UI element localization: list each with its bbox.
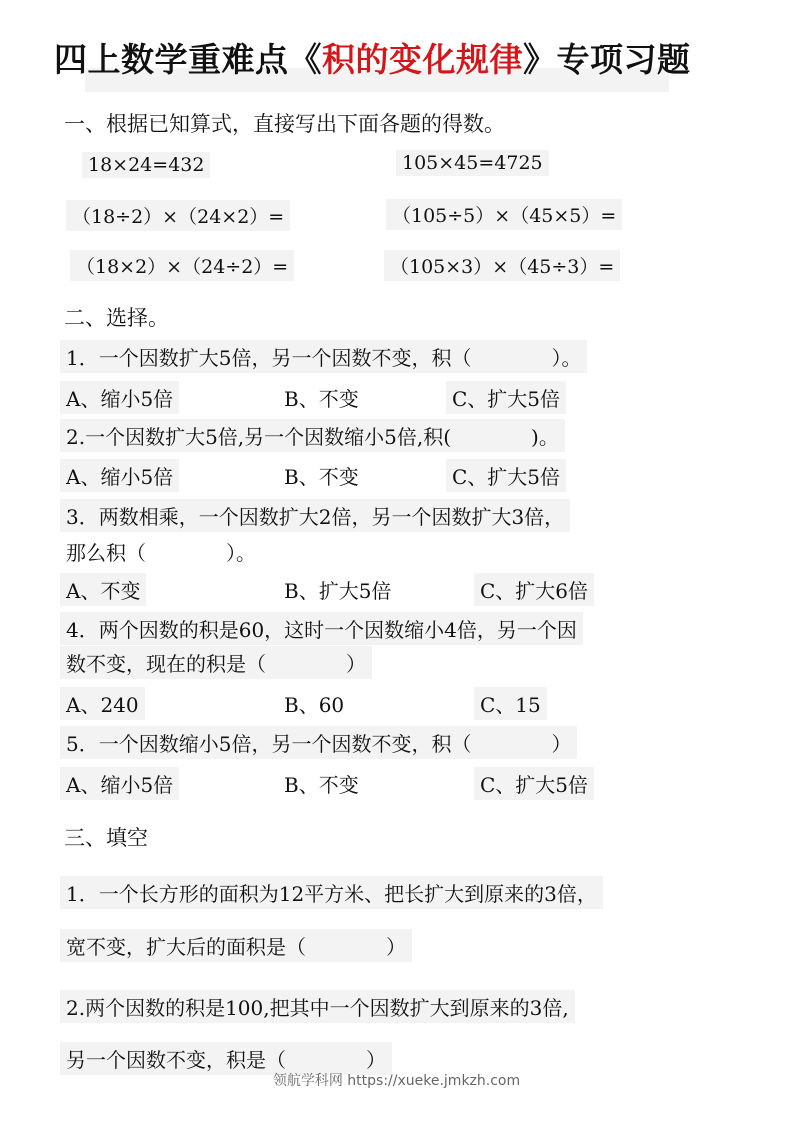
- part1-heading: 一、根据已知算式，直接写出下面各题的得数。: [64, 112, 505, 136]
- q3-option-a: A、不变: [60, 573, 146, 606]
- q1-option-c: C、扩大5倍: [446, 381, 566, 414]
- q3-line1: 3．两数相乘，一个因数扩大2倍，另一个因数扩大3倍，: [60, 499, 570, 532]
- q2-option-c: C、扩大5倍: [446, 459, 566, 492]
- part3-heading: 三、填空: [64, 826, 148, 850]
- fill1-line1: 1．一个长方形的面积为12平方米、把长扩大到原来的3倍，: [60, 876, 603, 909]
- q5-option-b: B、不变: [284, 773, 359, 797]
- title-prefix: 四上数学重难点《: [54, 40, 322, 79]
- fill2-line1: 2.两个因数的积是100,把其中一个因数扩大到原来的3倍,: [60, 990, 575, 1023]
- part1-left-q1: （18÷2）×（24×2）=: [66, 200, 290, 231]
- q1-text: 1．一个因数扩大5倍，另一个因数不变，积（ ）。: [60, 340, 587, 373]
- q4-line1: 4．两个因数的积是60，这时一个因数缩小4倍，另一个因: [60, 612, 583, 645]
- q3-option-c: C、扩大6倍: [474, 573, 594, 606]
- q4-option-c: C、15: [474, 687, 547, 720]
- part1-given-right: 105×45=4725: [396, 150, 549, 176]
- page-title: [54, 34, 691, 81]
- title-highlight: 积的变化规律: [322, 40, 523, 79]
- q1-option-a: A、缩小5倍: [60, 381, 179, 414]
- fill1-line2: 宽不变，扩大后的面积是（ ）: [60, 929, 412, 962]
- part1-left-q2: （18×2）×（24÷2）=: [70, 250, 294, 281]
- q2-option-b: B、不变: [284, 465, 359, 489]
- title-suffix: 》专项习题: [523, 40, 691, 79]
- q3-line2: 那么积（ ）。: [66, 541, 256, 565]
- part1-given-left: 18×24=432: [82, 152, 210, 178]
- q4-line2: 数不变，现在的积是（ ）: [60, 646, 372, 679]
- q2-option-a: A、缩小5倍: [60, 459, 179, 492]
- q2-text: 2.一个因数扩大5倍,另一个因数缩小5倍,积( )。: [60, 419, 565, 452]
- q5-text: 5．一个因数缩小5倍，另一个因数不变，积（ ）: [60, 726, 577, 759]
- part1-right-q2: （105×3）×（45÷3）=: [384, 250, 620, 281]
- q4-option-b: B、60: [284, 693, 345, 717]
- watermark: 领航学科网 https://xueke.jmkzh.com: [272, 1073, 521, 1089]
- q4-option-a: A、240: [60, 687, 145, 720]
- part1-right-q1: （105÷5）×（45×5）=: [386, 199, 622, 230]
- q5-option-c: C、扩大5倍: [474, 767, 594, 800]
- q5-option-a: A、缩小5倍: [60, 767, 179, 800]
- fill2-line2: 另一个因数不变，积是（ ）: [60, 1042, 392, 1075]
- q1-option-b: B、不变: [284, 387, 359, 411]
- q3-option-b: B、扩大5倍: [284, 579, 392, 603]
- part2-heading: 二、选择。: [64, 306, 169, 330]
